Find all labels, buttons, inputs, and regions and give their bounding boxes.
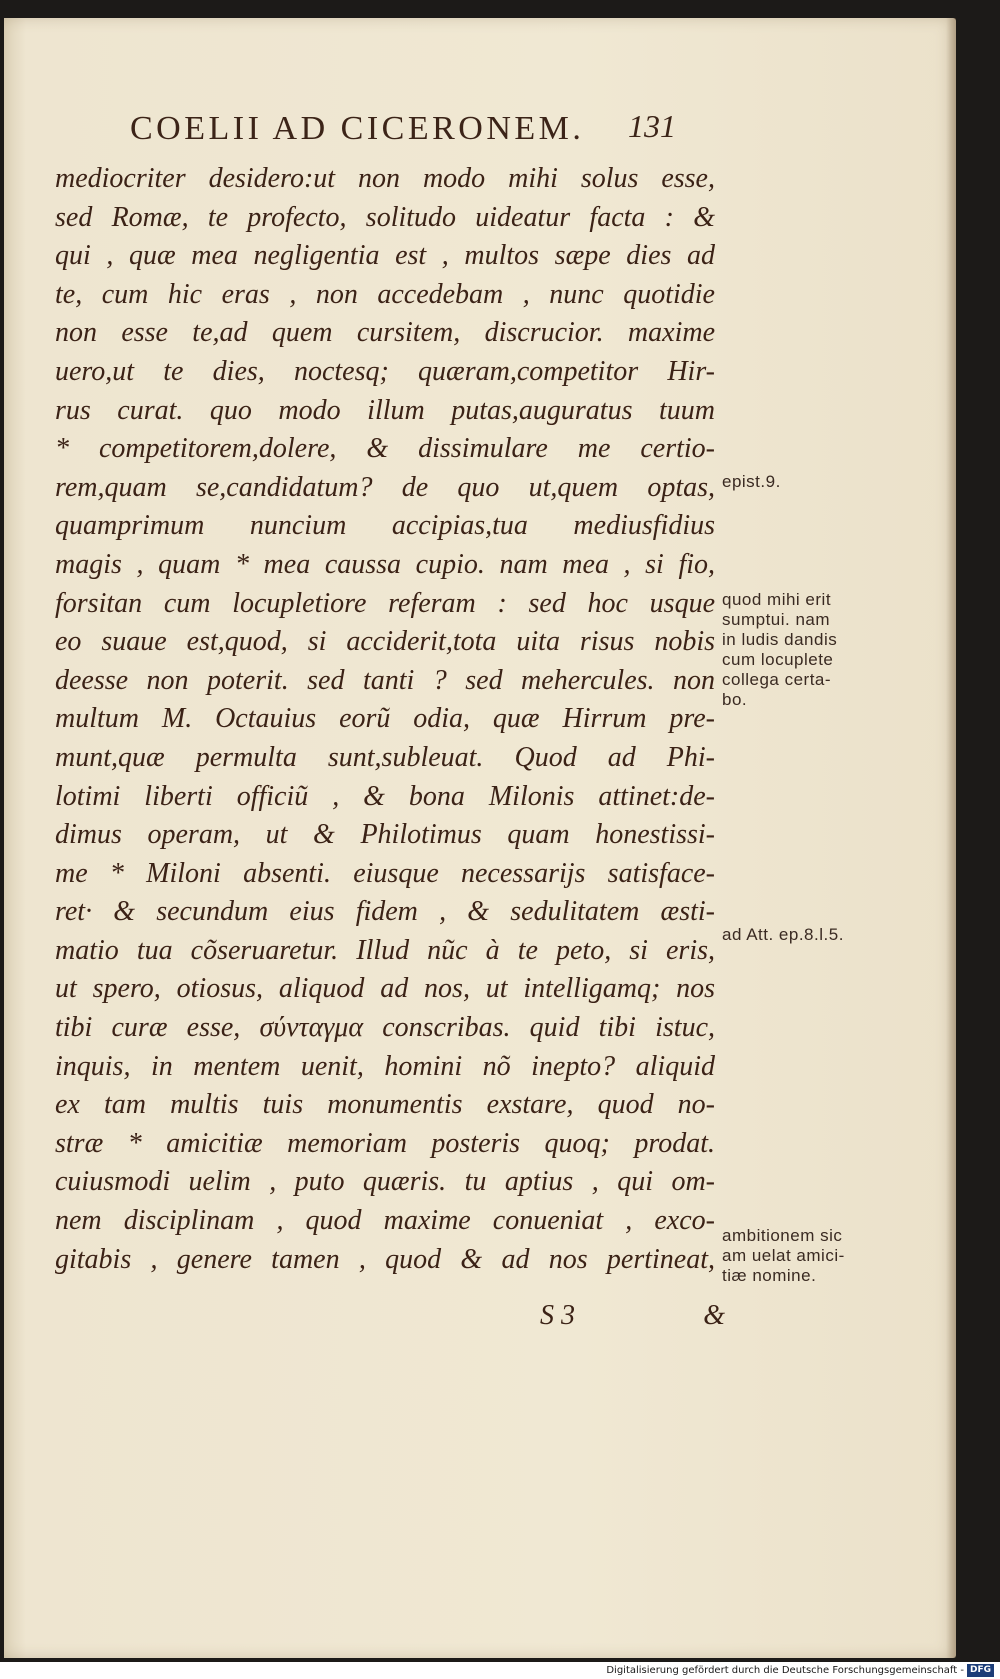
marginal-note-att: [722, 925, 912, 945]
text-line: sed Romæ, te profecto, solitudo uideatur facta : &: [55, 201, 715, 233]
text-line: multum M. Octauius eorũ odia, quæ Hirrum pre-: [55, 703, 715, 735]
text-line: quamprimum nuncium accipias,tua mediusfidius: [55, 510, 715, 542]
text-line: stræ * amicitiæ memoriam posteris quoq; prodat.: [55, 1127, 715, 1159]
marginal-note-line: ambitionem sic: [722, 1226, 843, 1245]
text-line: magis , quam * mea caussa cupio. nam mea , si fio,: [55, 548, 715, 580]
marginal-note-sumptui: [722, 590, 912, 710]
text-line: uero,ut te dies, noctesq; quæram,competitor Hir-: [55, 355, 715, 387]
folio-number: 131: [628, 108, 676, 144]
text-line: ex tam multis tuis monumentis exstare, quod no-: [55, 1089, 715, 1121]
running-head: [130, 110, 730, 154]
text-line: forsitan cum locupletiore referam : sed hoc usque: [55, 587, 715, 619]
text-line: munt,quæ permulta sunt,subleuat. Quod ad Phi-: [55, 741, 715, 773]
running-title: COELII AD CICERONEM.: [130, 110, 585, 147]
signature-line: [540, 1300, 725, 1340]
dfg-logo: DFG: [967, 1664, 994, 1677]
marginal-note-line: quod mihi erit: [722, 590, 832, 609]
text-line: * competitorem,dolere, & dissimulare me certio-: [55, 433, 715, 465]
text-line: qui , quæ mea negligentia est , multos sæpe dies ad: [55, 240, 715, 272]
marginal-note-line: am uelat amici-: [722, 1246, 845, 1265]
marginal-note-line: collega certa-: [722, 670, 832, 689]
text-line: ut spero, otiosus, aliquod ad nos, ut intelligamq; nos: [55, 973, 715, 1005]
text-line: inquis, in mentem uenit, homini nõ inepto? aliquid: [55, 1050, 715, 1082]
text-line: eo suaue est,quod, si acciderit,tota uita risus nobis: [55, 626, 715, 658]
marginal-note-line: cum locuplete: [722, 650, 834, 669]
marginal-note-line: epist.9.: [722, 472, 781, 491]
text-line: ret· & secundum eius fidem , & sedulitatem æsti-: [55, 896, 715, 928]
marginal-note-ambitionem: [722, 1226, 912, 1286]
text-line: deesse non poterit. sed tanti ? sed mehercules. non: [55, 664, 715, 696]
text-line: tibi curæ esse, σύνταγμα conscribas. quid tibi istuc,: [55, 1012, 715, 1044]
marginal-note-line: in ludis dandis: [722, 630, 838, 649]
text-line: gitabis , genere tamen , quod & ad nos pertineat,: [55, 1243, 715, 1275]
marginal-note-line: sumptui. nam: [722, 610, 831, 629]
catchword: &: [703, 1300, 725, 1331]
marginal-note-epist: [722, 472, 912, 492]
text-line: me * Miloni absenti. eiusque necessarijs satisface-: [55, 857, 715, 889]
credit-text: Digitalisierung gefördert durch die Deutsche Forschungsgemeinschaft -: [606, 1665, 964, 1676]
signature-mark: S 3: [540, 1300, 575, 1331]
text-line: non esse te,ad quem cursitem, discrucior. maxime: [55, 317, 715, 349]
text-line: mediocriter desidero:ut non modo mihi solus esse,: [55, 163, 715, 194]
text-line: nem disciplinam , quod maxime conueniat , exco-: [55, 1205, 715, 1237]
text-line: rus curat. quo modo illum putas,auguratus tuum: [55, 394, 715, 426]
text-line: te, cum hic eras , non accedebam , nunc quotidie: [55, 278, 715, 310]
text-line: cuiusmodi uelim , puto quæris. tu aptius , qui om-: [55, 1166, 715, 1198]
marginal-note-line: ad Att. ep.8.l.5.: [722, 925, 844, 944]
text-line: dimus operam, ut & Philotimus quam honestissi-: [55, 819, 715, 851]
text-line: matio tua cõseruaretur. Illud nũc à te peto, si eris,: [55, 934, 715, 966]
text-line: lotimi liberti officiũ , & bona Milonis attinet:de-: [55, 780, 715, 812]
digitization-credit: [606, 1664, 994, 1678]
marginal-note-line: tiæ nomine.: [722, 1266, 817, 1285]
text-line: rem,quam se,candidatum? de quo ut,quem optas,: [55, 471, 715, 503]
main-text-block: [55, 160, 715, 1279]
page-edge-shadow: [946, 18, 956, 1658]
marginal-note-line: bo.: [722, 690, 748, 709]
